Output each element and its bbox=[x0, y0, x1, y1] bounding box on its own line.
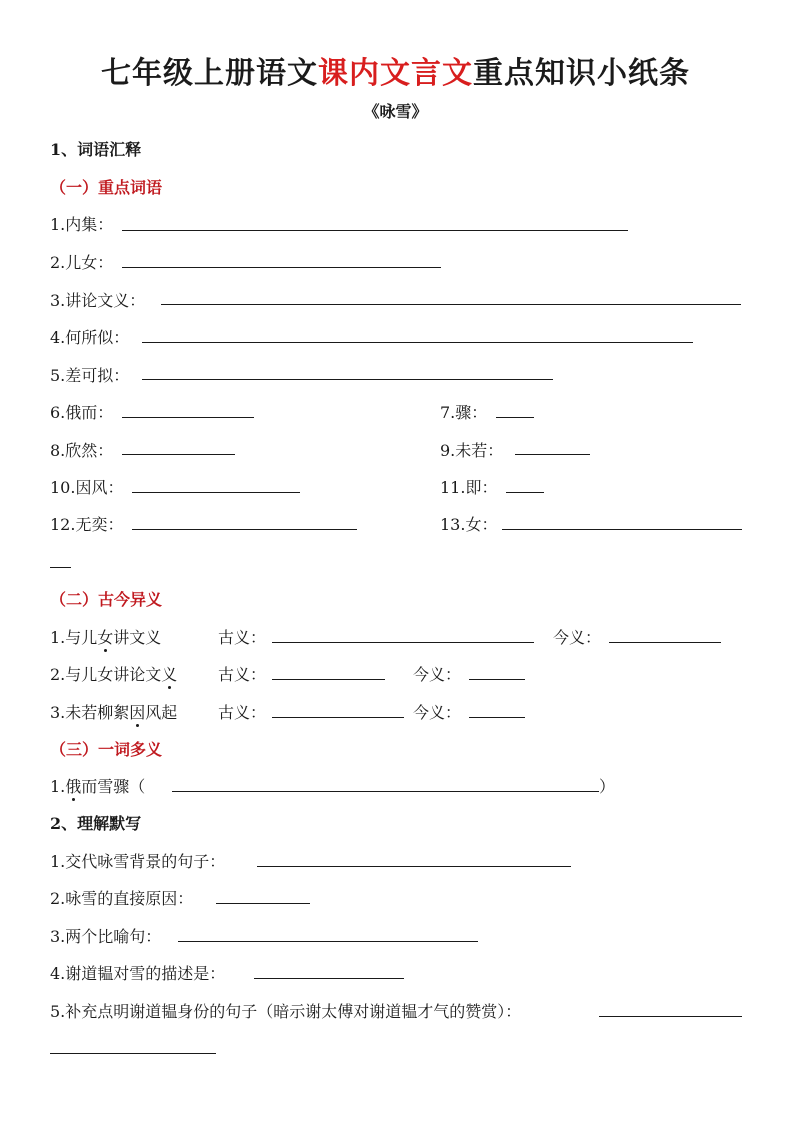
answer-blank[interactable] bbox=[216, 903, 310, 904]
ancient-modern-word: 2.与儿女讲论文义 bbox=[50, 665, 178, 684]
vocab-item: 3.讲论文义： bbox=[50, 291, 146, 310]
recitation-item: 1.交代咏雪背景的句子： bbox=[50, 852, 226, 871]
answer-blank[interactable] bbox=[172, 791, 599, 792]
vocab-item: 8.欣然： bbox=[50, 441, 114, 460]
modern-meaning-label: 今义： bbox=[413, 703, 462, 722]
recitation-item: 3.两个比喻句： bbox=[50, 927, 162, 946]
vocab-item: 10.因风： bbox=[50, 478, 124, 497]
vocab-item: 13.女： bbox=[440, 515, 498, 534]
answer-blank[interactable] bbox=[122, 417, 254, 418]
answer-blank[interactable] bbox=[122, 454, 235, 455]
vocab-item: 7.骤： bbox=[440, 403, 488, 422]
title-highlight: 课内文言文 bbox=[318, 56, 473, 91]
answer-blank[interactable] bbox=[599, 1016, 742, 1017]
modern-meaning-label: 今义： bbox=[413, 665, 462, 684]
ancient-modern-word: 3.未若柳絮因风起 bbox=[50, 703, 178, 722]
emphasis-dot-char: 俄 bbox=[65, 777, 82, 796]
answer-blank[interactable] bbox=[609, 642, 721, 643]
answer-blank[interactable] bbox=[254, 978, 404, 979]
answer-blank[interactable] bbox=[142, 379, 553, 380]
ancient-meaning-label: 古义： bbox=[218, 703, 267, 722]
answer-blank[interactable] bbox=[469, 717, 525, 718]
vocab-item: 5.差可拟： bbox=[50, 366, 130, 385]
answer-blank[interactable] bbox=[122, 267, 441, 268]
emphasis-dot-char: 因 bbox=[129, 703, 146, 722]
answer-blank[interactable] bbox=[272, 642, 534, 643]
recitation-item: 2.咏雪的直接原因： bbox=[50, 889, 194, 908]
answer-blank[interactable] bbox=[132, 492, 300, 493]
section-heading-vocabulary: 1、词语汇释 bbox=[50, 140, 142, 159]
subsection-heading-key-words: （一）重点词语 bbox=[50, 178, 163, 197]
answer-blank[interactable] bbox=[272, 717, 404, 718]
vocab-item: 12.无奕： bbox=[50, 515, 124, 534]
closing-paren: ） bbox=[599, 777, 616, 796]
section-heading-recitation: 2、理解默写 bbox=[50, 814, 142, 833]
answer-blank[interactable] bbox=[506, 492, 544, 493]
subsection-heading-ancient-modern: （二）古今异义 bbox=[50, 590, 163, 609]
vocab-item: 1.内集： bbox=[50, 215, 114, 234]
answer-blank-continuation[interactable] bbox=[50, 567, 71, 568]
vocab-item: 4.何所似： bbox=[50, 328, 130, 347]
emphasis-dot-char: 女 bbox=[97, 628, 114, 647]
page-title: 七年级上册语文课内文言文重点知识小纸条 bbox=[101, 56, 690, 91]
modern-meaning-label: 今义： bbox=[553, 628, 602, 647]
recitation-item: 5.补充点明谢道韫身份的句子（暗示谢太傅对谢道韫才气的赞赏）： bbox=[50, 1002, 522, 1021]
answer-blank[interactable] bbox=[515, 454, 590, 455]
vocab-item: 2.儿女： bbox=[50, 253, 114, 272]
answer-blank[interactable] bbox=[257, 866, 571, 867]
answer-blank[interactable] bbox=[496, 417, 534, 418]
vocab-item: 9.未若： bbox=[440, 441, 504, 460]
page-subtitle: 《咏雪》 bbox=[363, 102, 428, 121]
emphasis-dot-char: 义 bbox=[161, 665, 178, 684]
vocab-item: 11.即： bbox=[440, 478, 498, 497]
vocab-item: 6.俄而： bbox=[50, 403, 114, 422]
answer-blank[interactable] bbox=[272, 679, 385, 680]
answer-blank[interactable] bbox=[469, 679, 525, 680]
ancient-meaning-label: 古义： bbox=[218, 628, 267, 647]
answer-blank-continuation[interactable] bbox=[50, 1053, 216, 1054]
recitation-item: 4.谢道韫对雪的描述是： bbox=[50, 964, 226, 983]
ancient-modern-word: 1.与儿女讲文义 bbox=[50, 628, 162, 647]
answer-blank[interactable] bbox=[122, 230, 628, 231]
polysemy-item: 1.俄而雪骤（ bbox=[50, 777, 146, 796]
answer-blank[interactable] bbox=[502, 529, 742, 530]
answer-blank[interactable] bbox=[142, 342, 693, 343]
ancient-meaning-label: 古义： bbox=[218, 665, 267, 684]
answer-blank[interactable] bbox=[161, 304, 741, 305]
answer-blank[interactable] bbox=[132, 529, 357, 530]
answer-blank[interactable] bbox=[178, 941, 478, 942]
subsection-heading-polysemy: （三）一词多义 bbox=[50, 740, 163, 759]
